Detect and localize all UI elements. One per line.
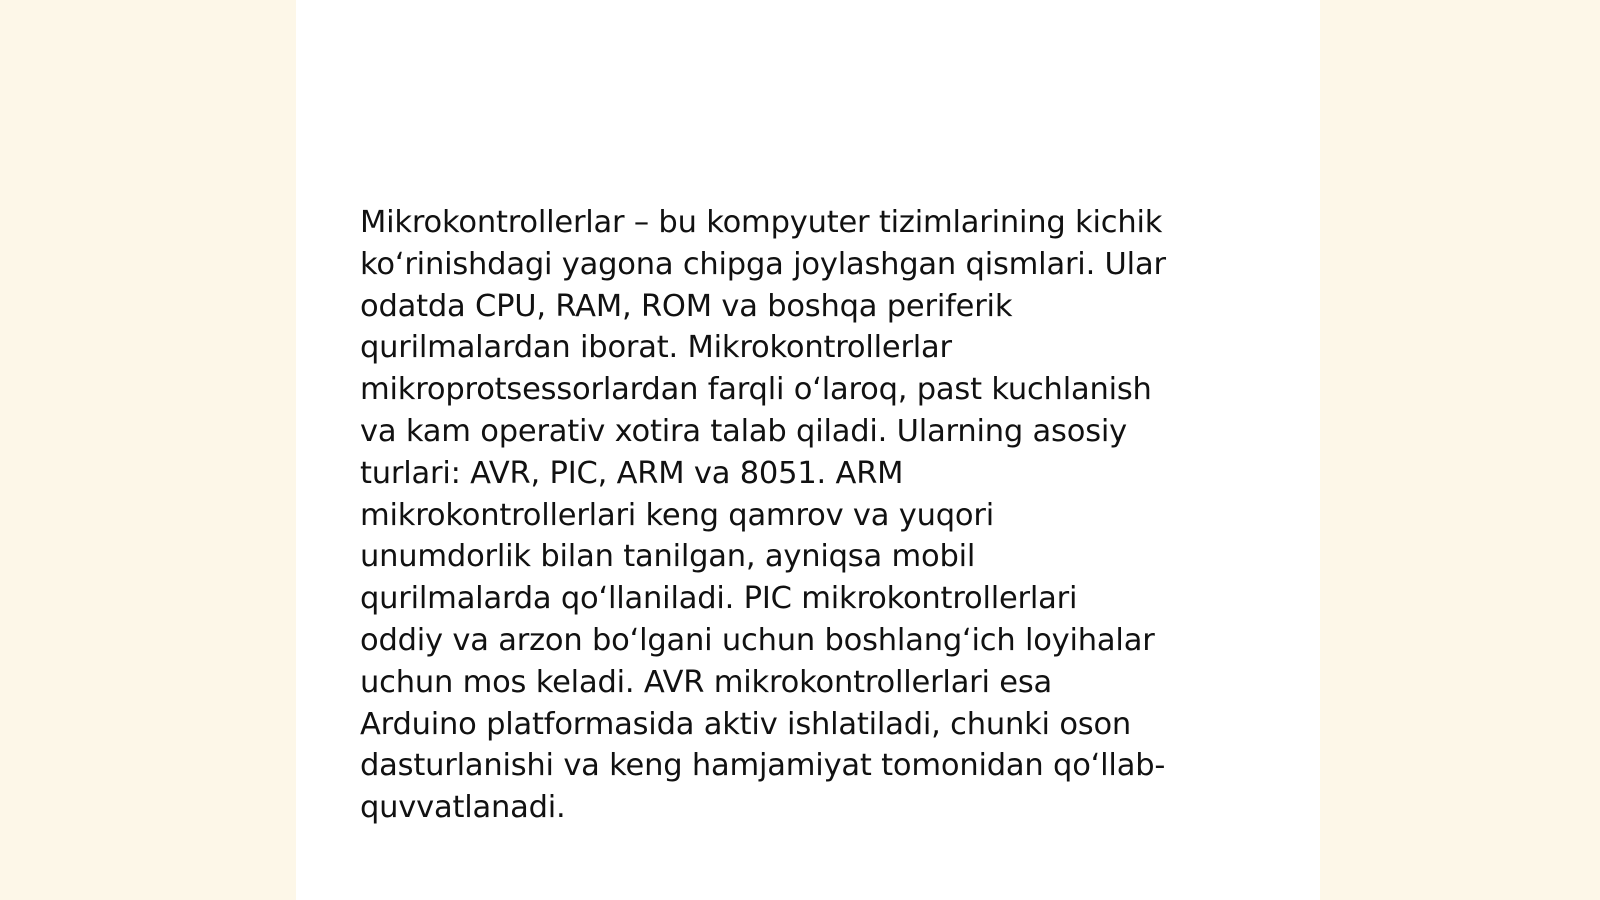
document-page — [296, 0, 1320, 900]
body-paragraph: Mikrokontrollerlar – bu kompyuter tizimlarining kichik koʻrinishdagi yagona chipga joylashgan qismlari. Ular odatda CPU, RAM, ROM va boshqa periferik qurilmalardan iborat. Mikrokontrollerlar mikroprotsessorlardan farqli oʻlaroq, past kuchlanish va kam operativ xotira talab qiladi. Ularning asosiy turlari: AVR, PIC, ARM va 8051. ARM mikrokontrollerlari keng qamrov va yuqori unumdorlik bilan tanilgan, ayniqsa mobil qurilmalarda qoʻllaniladi. PIC mikrokontrollerlari oddiy va arzon boʻlgani uchun boshlangʻich loyihalar uchun mos keladi. AVR mikrokontrollerlari esa Arduino platformasida aktiv ishlatiladi, chunki oson dasturlanishi va keng hamjamiyat tomonidan qoʻllab- quvvatlanadi. — [360, 205, 1166, 826]
